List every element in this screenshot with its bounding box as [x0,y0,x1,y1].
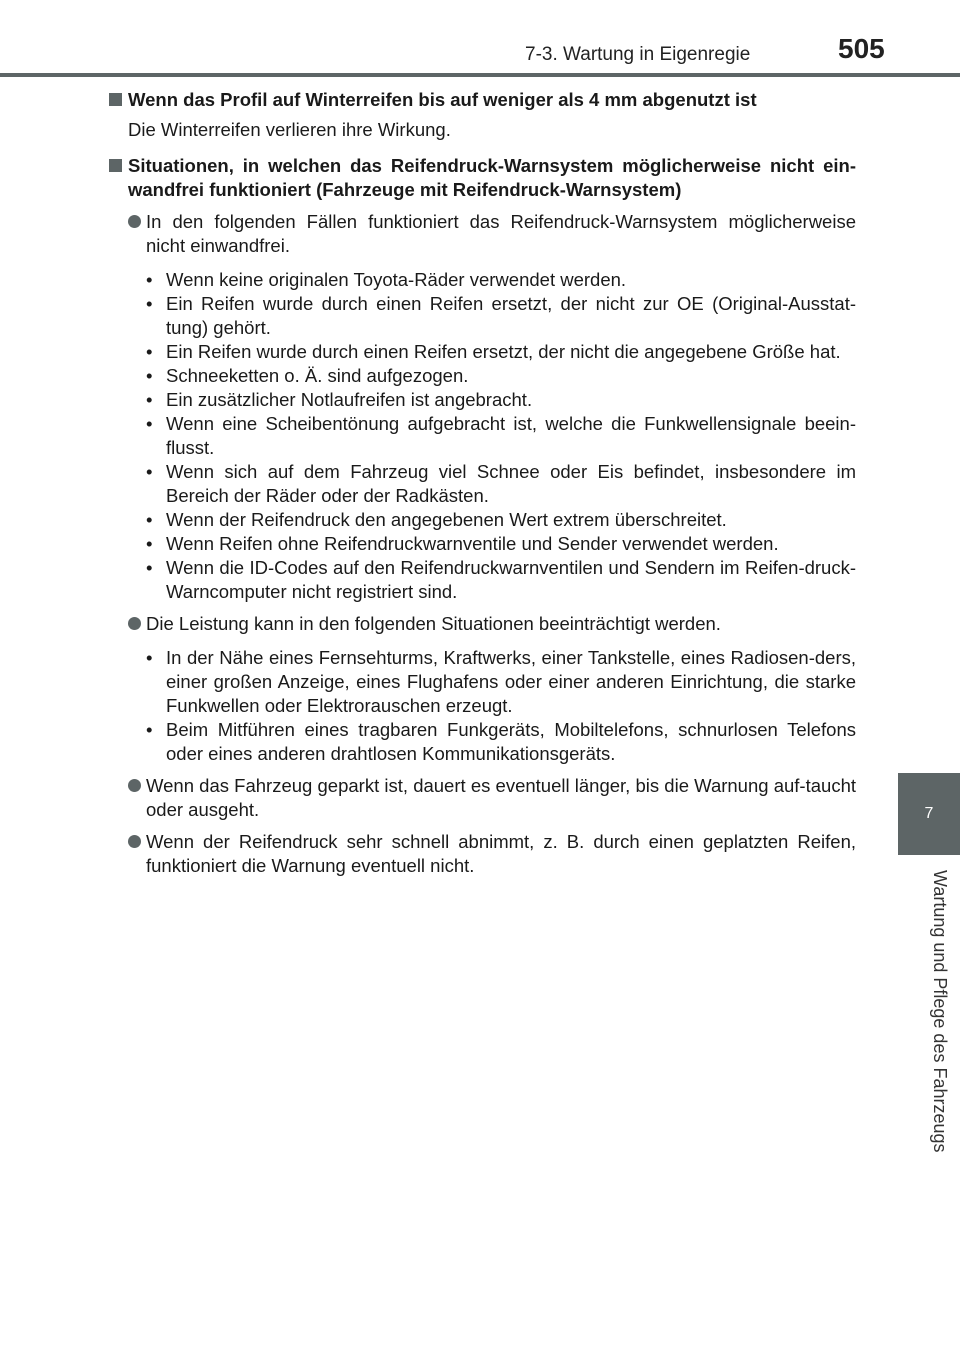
section-heading [108,88,856,112]
page-content [108,88,856,878]
paragraph-text: Wenn das Fahrzeug geparkt ist, dauert es eventuell länger, bis die Warnung auf-taucht oder ausgeht. [146,775,856,820]
list-item: • Beim Mitführen eines tragbaren Funkgeräts, Mobiltelefons, schnurlosen Telefons oder eines anderen drahtlosen Kommunikationsgeräts. [146,718,856,766]
list-item: • Wenn Reifen ohne Reifendruckwarnventile und Sender verwendet werden. [146,532,856,556]
section-winter-tires [108,88,856,142]
list-item: • Wenn eine Scheibentönung aufgebracht ist, welche die Funkwellensignale beein-flusst. [146,412,856,460]
paragraph-text: In den folgenden Fällen funktioniert das Reifendruck-Warnsystem möglicherweise nicht einwandfrei. [146,211,856,256]
list-item: • In der Nähe eines Fernsehturms, Kraftwerks, einer Tankstelle, eines Radiosen-ders, einer großen Anzeige, eines Flughafens oder einer anderen Einrichtung, die starke Funkwellen oder Elektrorauschen erzeugt. [146,646,856,718]
circle-bullet-icon [128,774,146,798]
list-item: • Ein zusätzlicher Notlaufreifen ist angebracht. [146,388,856,412]
list-item: • Ein Reifen wurde durch einen Reifen ersetzt, der nicht zur OE (Original-Ausstat-tung) gehört. [146,292,856,340]
bullet-list [146,646,856,766]
paragraph-text: Wenn der Reifendruck sehr schnell abnimmt, z. B. durch einen geplatzten Reifen, funktioniert die Warnung eventuell nicht. [146,831,856,876]
circle-bullet-icon [128,210,146,234]
list-item: • Wenn sich auf dem Fahrzeug viel Schnee oder Eis befindet, insbesondere im Bereich der Räder oder der Radkästen. [146,460,856,508]
square-bullet-icon [108,154,128,178]
dot-paragraph [128,210,856,258]
heading-text: Wenn das Profil auf Winterreifen bis auf weniger als 4 mm abgenutzt ist [128,89,757,110]
paragraph-text: Die Leistung kann in den folgenden Situationen beeinträchtigt werden. [146,613,721,634]
square-bullet-icon [108,88,128,112]
heading-text: Situationen, in welchen das Reifendruck-Warnsystem möglicherweise nicht ein-wandfrei funktioniert (Fahrzeuge mit Reifendruck-Warnsystem) [128,155,856,200]
paragraph: Die Winterreifen verlieren ihre Wirkung. [128,119,451,140]
chapter-tab [898,773,960,855]
dot-paragraph [128,612,856,636]
list-item: • Wenn die ID-Codes auf den Reifendruckwarnventilen und Sendern im Reifen-druck-Warncomputer nicht registriert sind. [146,556,856,604]
header-divider [0,73,960,77]
dot-paragraph [128,830,856,878]
list-item: • Wenn keine originalen Toyota-Räder verwendet werden. [146,268,856,292]
section-title: 7-3. Wartung in Eigenregie [525,44,751,65]
section-tpms-situations [108,154,856,878]
chapter-number: 7 [924,805,934,822]
chapter-title: Wartung und Pflege des Fahrzeugs [930,870,950,1153]
page-number: 505 [838,33,885,64]
circle-bullet-icon [128,830,146,854]
bullet-list [146,268,856,604]
dot-paragraph [128,774,856,822]
list-item: • Ein Reifen wurde durch einen Reifen ersetzt, der nicht die angegebene Größe hat. [146,340,856,364]
circle-bullet-icon [128,612,146,636]
list-item: • Wenn der Reifendruck den angegebenen Wert extrem überschreitet. [146,508,856,532]
section-heading [108,154,856,202]
page-header [0,0,960,78]
list-item: • Schneeketten o. Ä. sind aufgezogen. [146,364,856,388]
